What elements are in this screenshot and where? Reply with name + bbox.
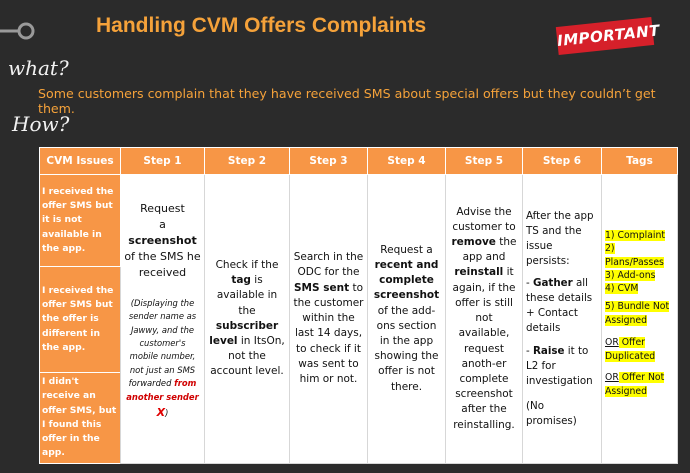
- step1-note-jawwy: Jawwy: [130, 324, 157, 335]
- page-title: Handling CVM Offers Complaints: [96, 14, 427, 37]
- step1-note-end: ): [165, 408, 169, 419]
- step3-sms-sent: SMS sent: [294, 281, 350, 294]
- step1-note-1: (Displaying the sender name as: [128, 297, 197, 322]
- header-step-1: Step 1: [121, 148, 205, 175]
- issue-cell: I received the offer SMS but the offer is different in the app.: [40, 267, 121, 373]
- step5-cell: [446, 175, 523, 464]
- step2-subscriber-level: subscriber level: [209, 319, 279, 347]
- issue-cell: I didn't receive an offer SMS, but I found this offer in the app.: [40, 373, 121, 464]
- step1-text-a: Request: [140, 202, 185, 215]
- header-step-4: Step 4: [368, 148, 446, 175]
- step1-note-red: from another sender: [126, 378, 199, 402]
- table-header-row: [40, 148, 678, 175]
- step6-dash-2: -: [526, 345, 533, 358]
- header-step-6: Step 6: [523, 148, 602, 175]
- step6-text-a: After the app TS and the issue persists:: [526, 209, 594, 267]
- tag-bundle-not-assigned: 5) Bundle Not Assigned: [605, 300, 670, 326]
- important-stamp: IMPORTANT: [556, 17, 654, 55]
- step6-gather: Gather: [533, 277, 573, 290]
- table-row: [40, 175, 678, 267]
- step6-raise: Raise: [533, 345, 565, 358]
- step3-text-c: to the customer within the last 14 days, to check if it was sent to him or not.: [293, 281, 364, 386]
- step6-text-g: it to L2 for investigation: [526, 345, 593, 387]
- step6-cell: [523, 175, 602, 464]
- step3-cell: [290, 175, 368, 464]
- step2-text-c: is available in the: [216, 274, 278, 317]
- step1-text-d: of the SMS he received: [124, 249, 201, 279]
- tag-complaint: 1) Complaint: [605, 230, 666, 241]
- what-label: what?: [8, 56, 69, 80]
- problem-description: Some customers complain that they have received SMS about special offers but they couldn’t get them.: [38, 86, 656, 116]
- step2-tag: tag: [231, 274, 251, 287]
- step1-text-b: a: [159, 217, 166, 231]
- tag-offer-duplicated: Offer Duplicated: [605, 336, 656, 362]
- issue-cell: I received the offer SMS but it is not available in the app.: [40, 175, 121, 267]
- tag-plans-passes: 2) Plans/Passes: [605, 242, 664, 268]
- step1-screenshot: screenshot: [128, 233, 197, 247]
- header-step-5: Step 5: [446, 148, 523, 175]
- step5-reinstall: reinstall: [454, 266, 504, 279]
- step5-text-a: Advise the customer to: [452, 205, 516, 233]
- step2-text-e: in ItsOn, not the account level.: [210, 334, 285, 378]
- header-tags: Tags: [602, 148, 678, 175]
- step4-cell: [368, 175, 446, 464]
- tag-or-1: OR: [605, 336, 619, 348]
- step5-text-e: it again, if the offer is still not available, request anoth-er complete screenshot after the reinstalling.: [452, 266, 516, 431]
- tag-or-2: OR: [605, 372, 619, 384]
- tag-add-ons: 3) Add-ons: [605, 269, 656, 281]
- step6-dash-1: -: [526, 277, 533, 290]
- cross-icon: X: [156, 406, 166, 420]
- step4-text-a: Request a: [380, 243, 433, 256]
- step1-cell: [121, 175, 205, 464]
- step5-remove: remove: [451, 236, 496, 249]
- step2-cell: [205, 175, 290, 464]
- how-label: How?: [12, 112, 70, 136]
- pin-decoration-icon: [0, 20, 36, 42]
- step3-text-a: Search in the ODC for the: [293, 251, 364, 279]
- step4-screenshot: recent and complete screenshot: [373, 258, 440, 302]
- header-step-3: Step 3: [290, 148, 368, 175]
- step1-note-2: , and the customer's mobile number, not just an SMS forwarded: [128, 324, 196, 389]
- step6-text-d: all these details + Contact details: [526, 277, 593, 335]
- tag-offer-not-assigned: Offer Not Assigned: [605, 372, 665, 398]
- header-step-2: Step 2: [205, 148, 290, 175]
- step4-text-c: of the add-ons section in the app showing the offer is not there.: [374, 304, 439, 393]
- step5-text-c: the app and: [462, 236, 517, 264]
- step2-text-a: Check if the: [215, 258, 279, 271]
- complaints-table: [39, 147, 678, 464]
- step6-no-promises: (No promises): [526, 399, 577, 427]
- header-cvm-issues: CVM Issues: [40, 148, 121, 175]
- tags-cell: [602, 175, 678, 464]
- tag-cvm: 4) CVM: [605, 282, 639, 294]
